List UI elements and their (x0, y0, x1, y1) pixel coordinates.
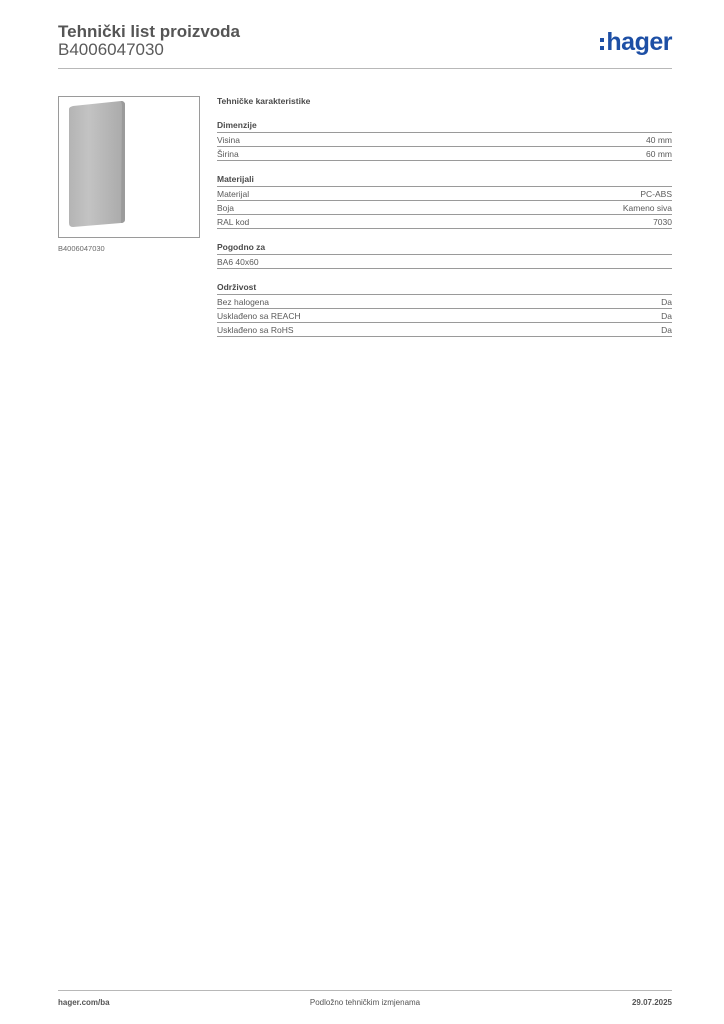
spec-label: Širina (217, 149, 239, 159)
logo-dots-icon (600, 38, 604, 50)
spec-value: Kameno siva (622, 203, 672, 213)
spec-group-title: Dimenzije (217, 120, 672, 133)
header-divider (58, 68, 672, 69)
spec-label: Boja (217, 203, 235, 213)
product-image-frame (58, 96, 200, 238)
footer-notice: Podložno tehničkim izmjenama (309, 998, 421, 1007)
spec-row (217, 201, 672, 215)
spec-row (217, 215, 672, 229)
spec-group-title: Pogodno za (217, 242, 672, 255)
spec-group-materials (217, 174, 672, 229)
spec-row (217, 295, 672, 309)
spec-group-title: Održivost (217, 282, 672, 295)
product-image (63, 101, 127, 227)
spec-group-dimensions (217, 120, 672, 161)
hager-logo[interactable] (600, 27, 672, 57)
spec-row (217, 187, 672, 201)
spec-row (217, 309, 672, 323)
footer-date: 29.07.2025 (631, 998, 672, 1007)
product-caption: B4006047030 (58, 244, 105, 253)
spec-label: Usklađeno sa REACH (217, 311, 301, 321)
spec-label: BA6 40x60 (217, 257, 259, 267)
product-code: B4006047030 (58, 40, 164, 59)
logo-text: hager (606, 28, 672, 56)
spec-label: Usklađeno sa RoHS (217, 325, 294, 335)
spec-label: Materijal (217, 189, 250, 199)
spec-row (217, 255, 672, 269)
footer-divider (58, 990, 672, 991)
spec-row (217, 147, 672, 161)
page-title: Tehnički list proizvoda (58, 22, 240, 41)
spec-row (217, 133, 672, 147)
spec-label: Visina (217, 135, 240, 145)
specs-section (217, 96, 672, 337)
spec-value: 40 mm (646, 135, 672, 145)
spec-value: Da (661, 297, 672, 307)
spec-value: PC-ABS (640, 189, 672, 199)
spec-row (217, 323, 672, 337)
spec-label: RAL kod (217, 217, 250, 227)
spec-group-sustainability (217, 282, 672, 337)
spec-group-suitable-for (217, 242, 672, 269)
spec-value: Da (661, 325, 672, 335)
spec-value: Da (661, 311, 672, 321)
footer-website-link[interactable]: hager.com/ba (58, 998, 110, 1007)
page-footer (58, 998, 672, 1010)
spec-value: 60 mm (646, 149, 672, 159)
spec-value: 7030 (653, 217, 672, 227)
specs-heading: Tehničke karakteristike (217, 96, 311, 106)
spec-group-title: Materijali (217, 174, 672, 187)
spec-label: Bez halogena (217, 297, 269, 307)
